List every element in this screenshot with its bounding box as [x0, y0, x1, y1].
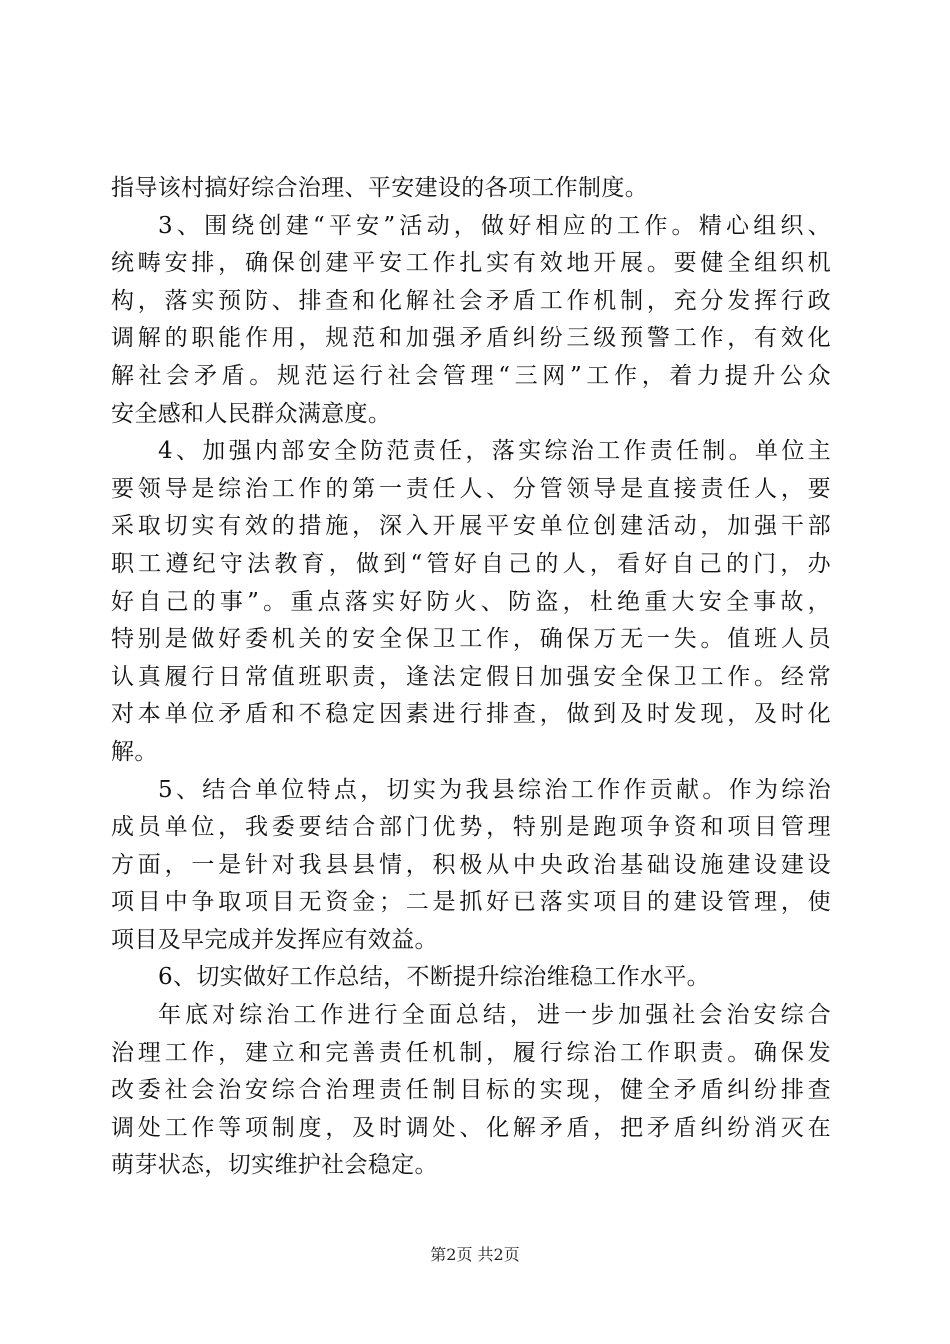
text-line: 成员单位，我委要结合部门优势，特别是跑项争资和项目管理 — [111, 814, 831, 841]
document-body — [111, 170, 831, 1185]
text-line: 安全感和人民群众满意度。 — [111, 400, 392, 427]
text-line: 5、结合单位特点，切实为我县综治工作作贡献。作为综治 — [158, 776, 831, 803]
text-line: 改委社会治安综合治理责任制目标的实现，健全矛盾纠纷排查 — [111, 1077, 831, 1104]
text-line: 采取切实有效的措施，深入开展平安单位创建活动，加强干部 — [111, 513, 831, 540]
text-line: 方面，一是针对我县县情，积极从中央政治基础设施建设建设 — [111, 851, 831, 878]
text-line: 4、加强内部安全防范责任，落实综治工作责任制。单位主 — [158, 438, 831, 465]
text-line: 解。 — [111, 738, 158, 765]
text-line: 调处工作等项制度，及时调处、化解矛盾，把矛盾纠纷消灭在 — [111, 1114, 831, 1141]
text-line: 萌芽状态，切实维护社会稳定。 — [111, 1152, 438, 1179]
text-line: 构，落实预防、排查和化解社会矛盾工作机制，充分发挥行政 — [111, 287, 831, 314]
text-line: 调解的职能作用，规范和加强矛盾纠纷三级预警工作，有效化 — [111, 325, 831, 352]
text-line: 项目中争取项目无资金；二是抓好已落实项目的建设管理，使 — [111, 889, 831, 916]
text-line: 指导该村搞好综合治理、平安建设的各项工作制度。 — [111, 175, 649, 201]
text-line: 认真履行日常值班职责，逢法定假日加强安全保卫工作。经常 — [111, 663, 831, 690]
text-line: 6、切实做好工作总结，不断提升综治维稳工作水平。 — [158, 964, 711, 991]
page-footer: 第2页 共2页 — [430, 1245, 520, 1264]
text-line: 职工遵纪守法教育，做到“管好自己的人，看好自己的门，办 — [111, 550, 831, 577]
text-line: 统畴安排，确保创建平安工作扎实有效地开展。要健全组织机 — [111, 250, 831, 277]
text-line: 治理工作，建立和完善责任机制，履行综治工作职责。确保发 — [111, 1039, 831, 1066]
text-line: 特别是做好委机关的安全保卫工作，确保万无一失。值班人员 — [111, 626, 831, 653]
text-line: 3、围绕创建“平安”活动，做好相应的工作。精心组织、 — [158, 212, 831, 239]
text-line: 好自己的事”。重点落实好防火、防盗，杜绝重大安全事故， — [111, 588, 831, 615]
text-line: 年底对综治工作进行全面总结，进一步加强社会治安综合 — [158, 1002, 831, 1029]
text-line: 对本单位矛盾和不稳定因素进行排查，做到及时发现，及时化 — [111, 701, 831, 728]
text-line: 项目及早完成并发挥应有效益。 — [111, 926, 438, 953]
text-line: 要领导是综治工作的第一责任人、分管领导是直接责任人，要 — [111, 475, 831, 502]
text-line: 解社会矛盾。规范运行社会管理“三网”工作，着力提升公众 — [111, 362, 831, 389]
